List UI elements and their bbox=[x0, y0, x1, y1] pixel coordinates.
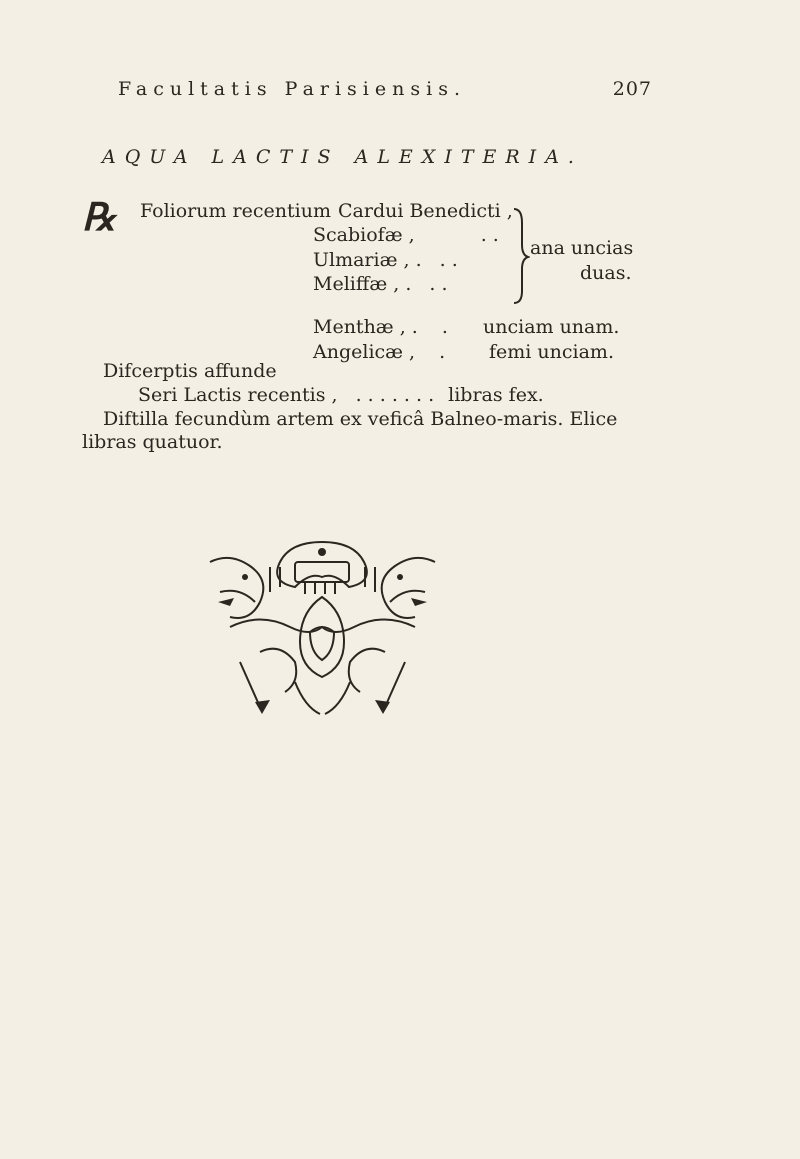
page-number: 207 bbox=[612, 78, 652, 100]
amount-angelicae: femi unciam. bbox=[489, 341, 614, 363]
ingredient-name: Meliffæ , . bbox=[313, 273, 412, 295]
recipe-title: AQUA LACTIS ALEXITERIA. bbox=[102, 146, 583, 168]
ingredient-dots: . . bbox=[429, 273, 448, 295]
instruction-libras-quatuor: libras quatuor. bbox=[82, 431, 223, 453]
ingredient-cardui bbox=[338, 200, 513, 222]
running-header bbox=[118, 78, 652, 100]
instruction-amount: libras fex. bbox=[448, 384, 544, 406]
ingredient-menthae bbox=[313, 316, 448, 338]
intro-text: Foliorum recentium bbox=[140, 200, 331, 222]
running-title: Facultatis Parisiensis. bbox=[118, 78, 466, 100]
decorative-tailpiece-icon bbox=[200, 532, 445, 720]
instruction-text: Seri Lactis recentis , bbox=[138, 384, 338, 406]
instruction-difcerptis: Difcerptis affunde bbox=[103, 360, 277, 382]
brace-icon bbox=[508, 205, 530, 305]
ingredient-name: Angelicæ , bbox=[313, 341, 416, 363]
ingredient-name: Menthæ , . bbox=[313, 316, 418, 338]
amount-menthae: unciam unam. bbox=[483, 316, 620, 338]
ingredient-scabiosae bbox=[313, 224, 499, 246]
ingredient-dots: . bbox=[441, 316, 448, 338]
recipe-symbol-icon: ℞ bbox=[82, 194, 117, 239]
brace-amount-line2: duas. bbox=[580, 262, 632, 284]
instruction-dots: . . . . . . . bbox=[355, 384, 435, 406]
ingredient-name: Cardui Benedicti , bbox=[338, 200, 513, 222]
ingredient-dots: . . bbox=[480, 224, 499, 246]
instruction-diftilla: Diftilla fecundùm artem ex veficâ Balneo-maris. Elice bbox=[103, 408, 618, 430]
ingredient-melissae bbox=[313, 273, 448, 295]
ingredient-name: Scabiofæ , bbox=[313, 224, 415, 246]
ingredient-ulmariae bbox=[313, 249, 458, 271]
instruction-seri-lactis bbox=[138, 384, 544, 406]
ingredient-dots: . . bbox=[439, 249, 458, 271]
ingredient-angelicae bbox=[313, 341, 445, 363]
ingredient-name: Ulmariæ , . bbox=[313, 249, 422, 271]
ingredient-dots: . bbox=[439, 341, 446, 363]
brace-amount-line1: ana uncias bbox=[530, 237, 634, 259]
